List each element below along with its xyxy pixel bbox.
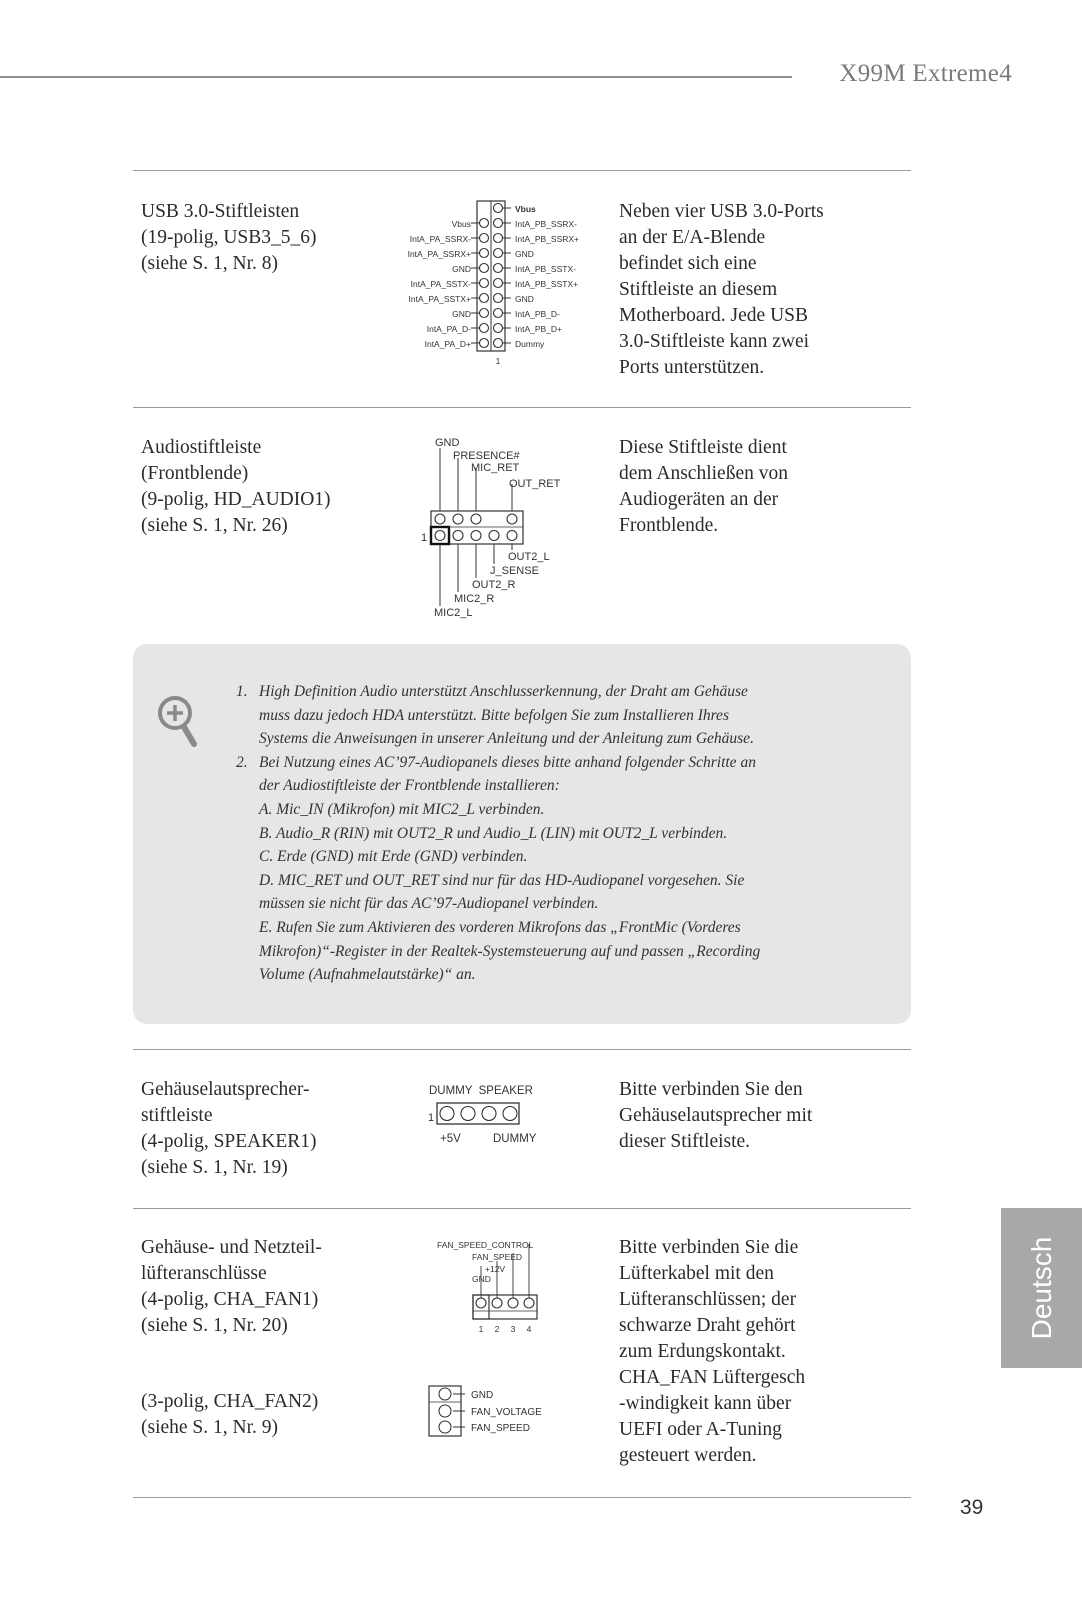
fan4-label-speed: FAN_SPEED	[472, 1252, 523, 1262]
label-line: (4-polig, SPEAKER1)	[141, 1131, 317, 1152]
description-line: an der E/A-Blende	[619, 227, 766, 248]
connector-pin	[494, 309, 503, 318]
connector-pin	[480, 249, 489, 258]
header-title: X99M Extreme4	[839, 60, 1012, 87]
connector-pin	[471, 531, 481, 541]
fan-header-label	[141, 1235, 391, 1339]
audio-label-out-ret: OUT_RET	[509, 478, 561, 490]
usb-left-label: Vbus	[451, 219, 471, 229]
usb-left-label: IntA_PA_SSTX+	[408, 294, 471, 304]
description-line: 3.0-Stiftleiste kann zwei	[619, 331, 810, 352]
usb-left-label: IntA_PA_D+	[424, 339, 471, 349]
description-line: dieser Stiftleiste.	[619, 1131, 751, 1152]
connector-pin	[489, 531, 499, 541]
note-number: 2.	[236, 753, 248, 771]
fan4-pin-number: 4	[526, 1324, 532, 1334]
connector-pin	[439, 1388, 451, 1400]
connector-pin	[480, 294, 489, 303]
usb-left-label: IntA_PA_D-	[426, 324, 471, 334]
fan4-label-12v: +12V	[485, 1264, 506, 1274]
usb-left-label: IntA_PA_SSRX+	[407, 249, 471, 259]
connector-pin	[494, 204, 503, 213]
usb-right-label: IntA_PB_D+	[515, 324, 563, 334]
connector-pin	[480, 309, 489, 318]
speaker-top-label: DUMMY SPEAKER	[429, 1085, 533, 1097]
usb-left-label: IntA_PA_SSRX-	[409, 234, 471, 244]
audio-label-j-sense: J_SENSE	[490, 565, 539, 577]
usb-right-label: IntA_PB_SSRX+	[515, 234, 580, 244]
description-line: Lüfterkabel mit den	[619, 1263, 774, 1284]
usb-right-label: IntA_PB_D-	[515, 309, 560, 319]
description-line: Lüfteranschlüssen; der	[619, 1289, 797, 1310]
speaker-label-dummy: DUMMY	[493, 1133, 537, 1145]
section-rule	[133, 407, 911, 408]
usb-top-label: Vbus	[515, 204, 536, 214]
note-line: Bei Nutzung eines AC’97-Audiopanels dieses bitte anhand folgender Schritte an	[259, 753, 756, 771]
description-line: -windigkeit kann über	[619, 1393, 792, 1414]
header-rule	[0, 76, 792, 78]
connector-pin	[453, 531, 463, 541]
connector-pin	[480, 219, 489, 228]
description-line: UEFI oder A-Tuning	[619, 1419, 782, 1440]
usb-right-label: IntA_PB_SSTX+	[515, 279, 579, 289]
label-line: (Frontblende)	[141, 463, 249, 484]
connector-pin	[440, 1107, 454, 1121]
usb-left-label: GND	[452, 309, 471, 319]
description-line: gesteuert werden.	[619, 1445, 757, 1466]
section-rule	[133, 170, 911, 171]
note-line: muss dazu jedoch HDA unterstützt. Bitte befolgen Sie zum Installieren Ihres	[259, 706, 729, 724]
label-line: (3-polig, CHA_FAN2)	[141, 1391, 319, 1412]
audio-label-mic-ret: MIC_RET	[471, 462, 520, 474]
usb-right-label: IntA_PB_SSTX-	[515, 264, 576, 274]
connector-pin	[507, 531, 517, 541]
usb-left-label: GND	[452, 264, 471, 274]
connector-pin	[439, 1421, 451, 1433]
page-number: 39	[960, 1496, 984, 1519]
label-line: Audiostiftleiste	[141, 437, 262, 458]
connector-pin	[480, 264, 489, 273]
fan4-header-diagram	[435, 1240, 565, 1340]
note-line: High Definition Audio unterstützt Anschlusserkennung, der Draht am Gehäuse	[259, 683, 748, 700]
audio-label-mic2-r: MIC2_R	[454, 593, 495, 605]
connector-pin	[492, 1298, 502, 1308]
connector-pin	[476, 1298, 486, 1308]
connector-pin	[461, 1107, 475, 1121]
connector-pin	[494, 339, 503, 348]
fan3-label-voltage: FAN_VOLTAGE	[471, 1407, 542, 1418]
fan3-label-speed: FAN_SPEED	[471, 1423, 530, 1434]
connector-pin	[480, 339, 489, 348]
connector-pin	[439, 1405, 451, 1417]
note-line: müssen sie nicht für das AC’97-Audiopanel verbinden.	[259, 895, 599, 913]
section-rule	[133, 1497, 911, 1498]
description-line: Ports unterstützen.	[619, 357, 765, 378]
magnifier-plus-icon	[156, 694, 202, 756]
description-line: befindet sich eine	[619, 253, 757, 274]
usb-left-label: IntA_PA_SSTX-	[410, 279, 471, 289]
label-line: USB 3.0-Stiftleisten	[141, 201, 300, 222]
label-line: (4-polig, CHA_FAN1)	[141, 1289, 319, 1310]
note-line: D. MIC_RET und OUT_RET sind nur für das HD-Audiopanel vorgesehen. Sie	[259, 871, 745, 889]
label-line: (9-polig, HD_AUDIO1)	[141, 489, 331, 510]
connector-pin	[508, 1298, 518, 1308]
usb-header-description	[619, 199, 869, 381]
audio-header-diagram	[418, 436, 578, 626]
note-line: Mikrofon)“-Register in der Realtek-Systemsteuerung auf und passen „Recording	[259, 942, 761, 960]
audio-label-mic2-l: MIC2_L	[434, 607, 473, 619]
label-line: (siehe S. 1, Nr. 26)	[141, 515, 288, 536]
audio-label-presence: PRESENCE#	[453, 450, 520, 462]
usb-header-diagram	[395, 199, 605, 374]
description-line: Neben vier USB 3.0-Ports	[619, 201, 824, 222]
speaker-header-diagram	[425, 1080, 575, 1150]
connector-pin	[507, 514, 517, 524]
speaker-header-label	[141, 1077, 391, 1181]
usb-right-label: GND	[515, 294, 534, 304]
description-line: Motherboard. Jede USB	[619, 305, 809, 326]
connector-pin	[494, 249, 503, 258]
connector-pin	[435, 514, 445, 524]
connector-pin	[435, 531, 445, 541]
note-line: B. Audio_R (RIN) mit OUT2_R und Audio_L (LIN) mit OUT2_L verbinden.	[259, 824, 728, 842]
fan4-pin-number: 1	[478, 1324, 484, 1334]
audio-label-out2-l: OUT2_L	[508, 551, 550, 563]
audio-header-label	[141, 435, 391, 539]
audio-label-out2-r: OUT2_R	[472, 579, 516, 591]
fan4-pin-number: 2	[494, 1324, 500, 1334]
fan3-header-diagram	[425, 1382, 565, 1442]
label-line: (siehe S. 1, Nr. 8)	[141, 253, 279, 274]
speaker-label-5v: +5V	[440, 1133, 461, 1145]
note-item	[236, 680, 836, 751]
description-line: Gehäuselautsprecher mit	[619, 1105, 813, 1126]
description-line: Diese Stiftleiste dient	[619, 437, 787, 458]
note-line: E. Rufen Sie zum Aktivieren des vorderen Mikrofons das „FrontMic (Vorderes	[259, 918, 741, 936]
connector-pin	[453, 514, 463, 524]
fan-header-description	[619, 1235, 869, 1469]
fan4-label-gnd: GND	[472, 1274, 491, 1284]
fan3-label-gnd: GND	[471, 1390, 494, 1401]
usb-right-label: IntA_PB_SSRX-	[515, 219, 577, 229]
label-line: (siehe S. 1, Nr. 9)	[141, 1417, 279, 1438]
connector-pin	[482, 1107, 496, 1121]
label-line: lüfteranschlüsse	[141, 1263, 267, 1284]
section-rule	[133, 1208, 911, 1209]
note-number: 1.	[236, 683, 248, 700]
label-line: (siehe S. 1, Nr. 20)	[141, 1315, 288, 1336]
speaker-header-description	[619, 1077, 869, 1155]
audio-label-gnd: GND	[435, 437, 460, 449]
description-line: Audiogeräten an der	[619, 489, 779, 510]
connector-pin	[494, 234, 503, 243]
fan4-pin-number: 3	[510, 1324, 516, 1334]
usb-right-label: GND	[515, 249, 534, 259]
language-side-tab	[1001, 1208, 1082, 1368]
audio-header-description	[619, 435, 869, 539]
usb-pin1-label: 1	[495, 356, 501, 366]
description-line: zum Erdungskontakt.	[619, 1341, 786, 1362]
connector-pin	[524, 1298, 534, 1308]
description-line: Bitte verbinden Sie den	[619, 1079, 803, 1100]
label-line: (siehe S. 1, Nr. 19)	[141, 1157, 288, 1178]
fan4-label-speed-control: FAN_SPEED_CONTROL	[437, 1240, 534, 1250]
label-line: (19-polig, USB3_5_6)	[141, 227, 317, 248]
description-line: Stiftleiste an diesem	[619, 279, 778, 300]
connector-pin	[480, 324, 489, 333]
description-line: Frontblende.	[619, 515, 719, 536]
note-line: Volume (Aufnahmelautstärke)“ an.	[259, 966, 476, 984]
usb-header-label	[141, 199, 391, 277]
connector-pin	[480, 234, 489, 243]
connector-pin	[471, 514, 481, 524]
connector-pin	[494, 324, 503, 333]
connector-pin	[494, 219, 503, 228]
description-line: schwarze Draht gehört	[619, 1315, 796, 1336]
connector-pin	[494, 279, 503, 288]
usb-right-label: Dummy	[515, 339, 545, 349]
note-line: der Audiostiftleiste der Frontblende installieren:	[259, 777, 560, 795]
connector-pin	[494, 264, 503, 273]
note-line: C. Erde (GND) mit Erde (GND) verbinden.	[259, 848, 528, 866]
note-item	[236, 751, 836, 987]
note-line: Systems die Anweisungen in unserer Anleitung und der Anleitung zum Gehäuse.	[259, 730, 754, 748]
speaker-pin1-label: 1	[428, 1112, 435, 1124]
label-line: stiftleiste	[141, 1105, 213, 1126]
connector-pin	[494, 294, 503, 303]
connector-pin	[480, 279, 489, 288]
section-rule	[133, 1049, 911, 1050]
label-line: Gehäuse- und Netzteil-	[141, 1237, 322, 1258]
note-list	[236, 680, 836, 987]
connector-pin	[503, 1107, 517, 1121]
fan2-header-label	[141, 1389, 391, 1441]
side-tab-label: Deutsch	[1025, 1236, 1057, 1340]
note-line: A. Mic_IN (Mikrofon) mit MIC2_L verbinden.	[259, 800, 545, 818]
description-line: Bitte verbinden Sie die	[619, 1237, 799, 1258]
label-line: Gehäuselautsprecher-	[141, 1079, 310, 1100]
description-line: dem Anschließen von	[619, 463, 788, 484]
description-line: CHA_FAN Lüftergesch	[619, 1367, 806, 1388]
audio-pin1-label: 1	[421, 532, 428, 544]
